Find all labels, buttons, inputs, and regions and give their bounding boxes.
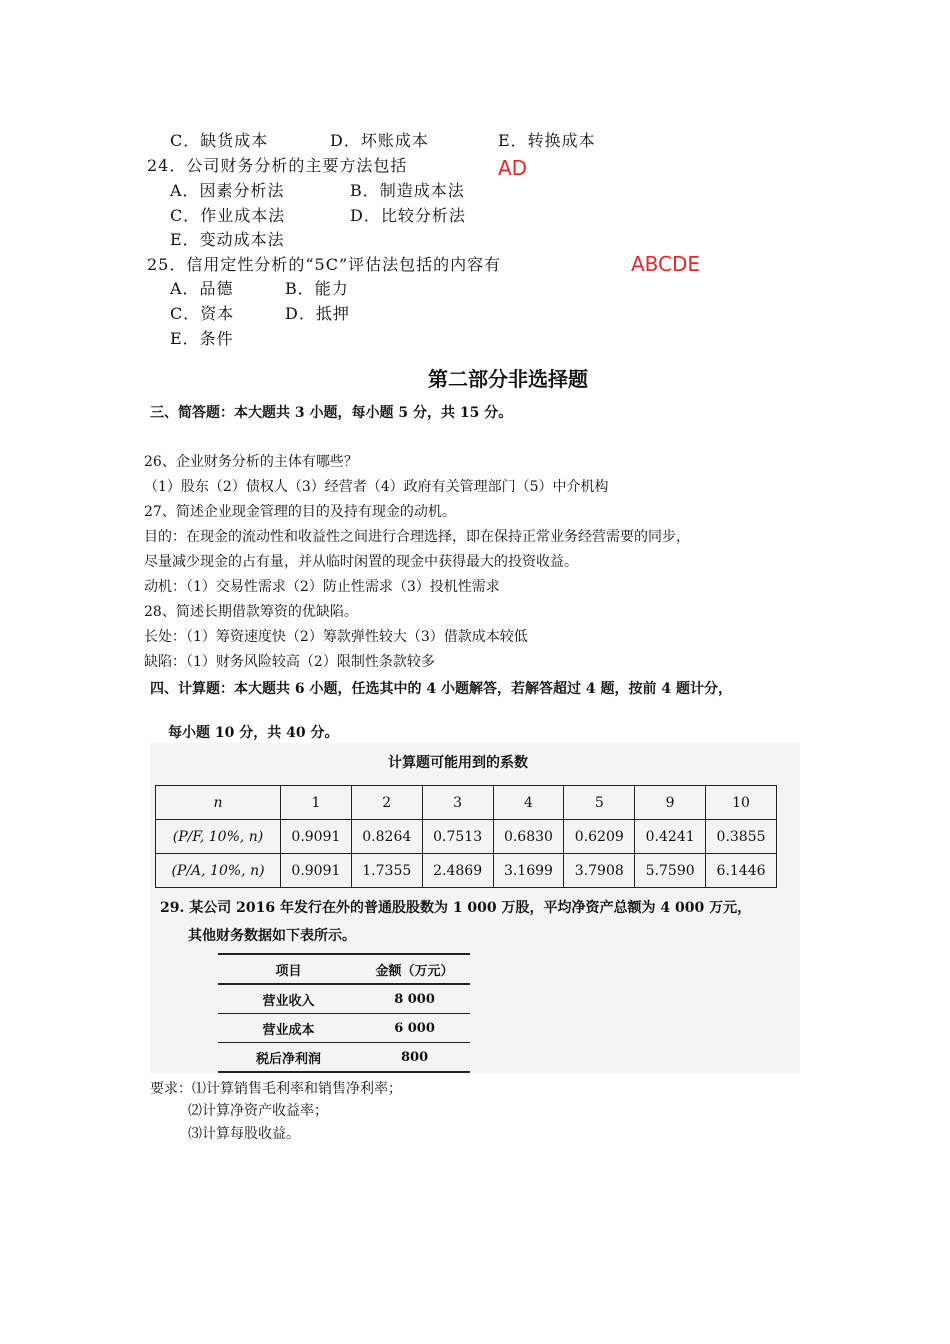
table-row [218, 1043, 470, 1073]
question-24-answer: AD [498, 156, 528, 180]
header-cell: 4 [493, 786, 564, 820]
table-cell: 营业成本 [218, 1014, 359, 1043]
table-cell: 8 000 [359, 984, 470, 1014]
q28-disadvantages: 缺陷：（1）财务风险较高（2）限制性条款较多 [144, 654, 435, 670]
q26-answer: （1）股东（2）债权人（3）经营者（4）政府有关管理部门（5）中介机构 [144, 479, 609, 495]
header-cell: 1 [281, 786, 352, 820]
question-25-answer: ABCDE [631, 252, 701, 276]
q29-requirement-1: 要求：⑴计算销售毛利率和销售净利率； [150, 1081, 402, 1097]
part-two-title: 第二部分非选择题 [428, 367, 588, 391]
table-cell: 6.1446 [706, 854, 777, 888]
financial-table-header [218, 954, 470, 984]
table-cell: 0.8264 [351, 820, 422, 854]
table-row [156, 820, 777, 854]
row-label: (P/A, 10%, n) [156, 854, 281, 888]
coefficient-table-header [156, 786, 777, 820]
q28-stem: 28、简述长期借款筹资的优缺陷。 [144, 604, 358, 620]
table-cell: 0.9091 [281, 820, 352, 854]
q27-motives: 动机：（1）交易性需求（2）防止性需求（3）投机性需求 [144, 579, 500, 595]
q26-stem: 26、企业财务分析的主体有哪些？ [144, 454, 358, 470]
table-cell: 0.6830 [493, 820, 564, 854]
table-row [218, 1014, 470, 1043]
q27-stem: 27、简述企业现金管理的目的及持有现金的动机。 [144, 504, 456, 520]
q25-option-b: B．能力 [285, 279, 349, 298]
q25-option-d: D．抵押 [285, 304, 350, 323]
header-cell: n [156, 786, 281, 820]
table-cell: 2.4869 [422, 854, 493, 888]
section-four-heading-cont: 每小题 10 分，共 40 分。 [168, 725, 339, 741]
q25-option-c: C．资本 [170, 304, 235, 323]
section-three-heading: 三、简答题：本大题共 3 小题，每小题 5 分，共 15 分。 [150, 405, 513, 421]
coefficient-table [155, 785, 777, 888]
q24-option-b: B．制造成本法 [350, 181, 465, 200]
table-cell: 0.4241 [635, 820, 706, 854]
table-cell: 营业收入 [218, 984, 359, 1014]
table-cell: 800 [359, 1043, 470, 1073]
q27-purpose-line1: 目的：在现金的流动性和收益性之间进行合理选择，即在保持正常业务经营需要的同步， [144, 529, 690, 545]
table-cell: 0.6209 [564, 820, 635, 854]
header-cell: 2 [351, 786, 422, 820]
q29-requirement-2: ⑵计算净资产收益率； [188, 1103, 328, 1119]
option-c-shortage-cost: C．缺货成本 [170, 131, 269, 150]
coefficient-table-caption: 计算题可能用到的系数 [388, 755, 528, 771]
q29-stem-line2: 其他财务数据如下表所示。 [188, 928, 356, 944]
financial-data-table [218, 953, 470, 1073]
header-cell: 项目 [218, 954, 359, 984]
header-cell: 5 [564, 786, 635, 820]
q24-option-e: E．变动成本法 [170, 230, 285, 249]
table-cell: 6 000 [359, 1014, 470, 1043]
table-cell: 0.9091 [281, 854, 352, 888]
q29-stem-line1: 29. 某公司 2016 年发行在外的普通股股数为 1 000 万股，平均净资产总额为 4 000 万元， [160, 900, 752, 916]
q24-option-d: D．比较分析法 [350, 206, 466, 225]
table-row [156, 854, 777, 888]
q28-advantages: 长处：（1）筹资速度快（2）筹款弹性较大（3）借款成本较低 [144, 629, 528, 645]
table-cell: 3.7908 [564, 854, 635, 888]
table-cell: 税后净利润 [218, 1043, 359, 1073]
q29-requirement-3: ⑶计算每股收益。 [188, 1126, 300, 1142]
table-row [218, 984, 470, 1014]
table-cell: 3.1699 [493, 854, 564, 888]
q27-purpose-line2: 尽量减少现金的占有量，并从临时闲置的现金中获得最大的投资收益。 [144, 554, 578, 570]
q25-option-e: E．条件 [170, 329, 234, 348]
table-cell: 0.3855 [706, 820, 777, 854]
q24-option-c: C．作业成本法 [170, 206, 286, 225]
header-cell: 10 [706, 786, 777, 820]
option-e-conversion-cost: E．转换成本 [498, 131, 596, 150]
table-cell: 1.7355 [351, 854, 422, 888]
row-label: (P/F, 10%, n) [156, 820, 281, 854]
q25-option-a: A．品德 [170, 279, 234, 298]
table-cell: 5.7590 [635, 854, 706, 888]
q24-option-a: A．因素分析法 [170, 181, 285, 200]
section-four-heading: 四、计算题：本大题共 6 小题，任选其中的 4 小题解答，若解答超过 4 题，按前 4 题计分， [150, 681, 732, 697]
header-cell: 3 [422, 786, 493, 820]
header-cell: 金额（万元） [359, 954, 470, 984]
header-cell: 9 [635, 786, 706, 820]
table-cell: 0.7513 [422, 820, 493, 854]
option-d-bad-debt-cost: D．坏账成本 [330, 131, 429, 150]
question-25-stem: 25．信用定性分析的“5C”评估法包括的内容有 [147, 255, 502, 274]
question-24-stem: 24．公司财务分析的主要方法包括 [147, 156, 408, 175]
